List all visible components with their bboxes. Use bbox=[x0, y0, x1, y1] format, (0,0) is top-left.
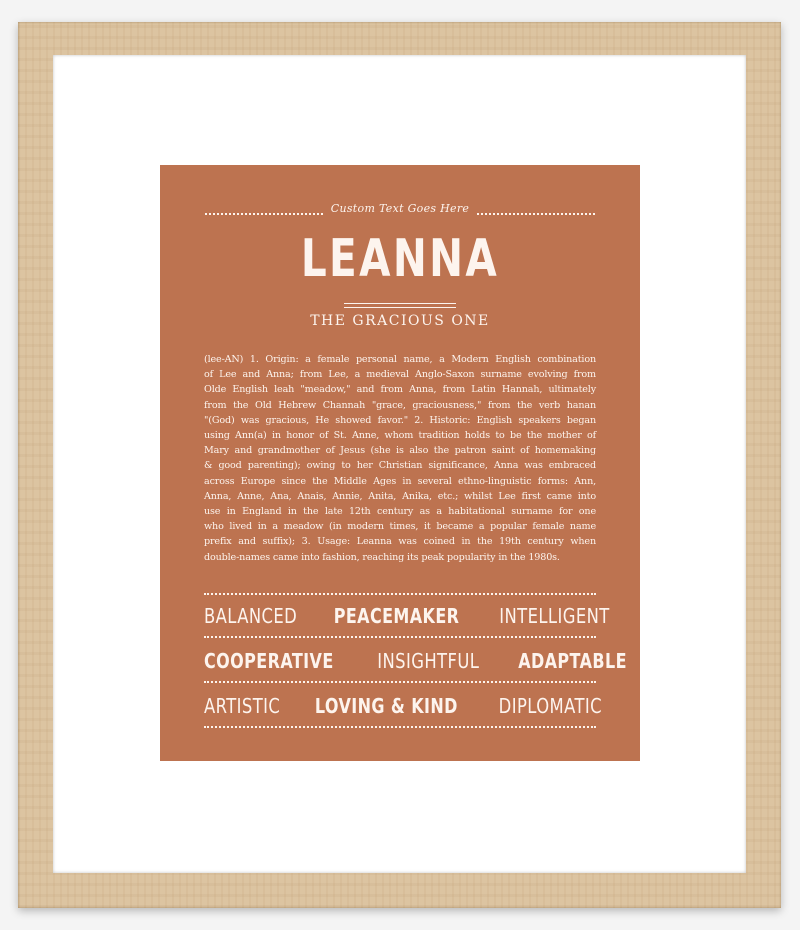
title-rule-bottom bbox=[344, 307, 456, 308]
trait-word: ARTISTIC bbox=[204, 693, 281, 718]
definition-line: double-names came into fashion, reaching its peak popularity in the 1980s. bbox=[204, 551, 560, 563]
definition-line: (lee-AN) 1. Origin: a female personal name, a Modern English combination bbox=[204, 354, 596, 365]
definition-line: of Lee and Anna; from Lee, a medieval Anglo-Saxon surname evolving from bbox=[204, 369, 596, 381]
definition-line: Olde English leah "meadow," and from Anna, from Latin Hannah, ultimately bbox=[204, 384, 596, 396]
name-title: LEANNA bbox=[300, 229, 500, 289]
trait-word: INTELLIGENT bbox=[498, 603, 610, 628]
definition-line: across Europe since the Middle Ages in several ethno-linguistic forms: Ann, bbox=[204, 475, 596, 487]
white-mat bbox=[53, 55, 746, 873]
trait-word: INSIGHTFUL bbox=[377, 648, 480, 673]
dotted-divider-right bbox=[477, 213, 595, 215]
definition-line: from the Old Hebrew Channah "grace, graciousness," from the verb hanan bbox=[204, 399, 596, 411]
definition-line: prefix and suffix); 3. Usage: Leanna was coined in the 19th century when bbox=[204, 536, 596, 548]
definition-line: Mary and grandmother of Jesus (she is also the patron saint of homemaking bbox=[204, 445, 596, 457]
definition-line: using Ann(a) in honor of St. Anne, whom tradition holds to be the mother of bbox=[204, 430, 596, 442]
trait-word: BALANCED bbox=[204, 603, 298, 628]
trait-word: PEACEMAKER bbox=[333, 603, 460, 628]
definition-line: & good parenting); owing to her Christian significance, Anna was embraced bbox=[204, 460, 596, 472]
custom-text-row bbox=[205, 202, 595, 222]
name-definition bbox=[204, 352, 596, 565]
traits-block bbox=[204, 593, 627, 728]
custom-text: Custom Text Goes Here bbox=[330, 202, 470, 215]
name-meaning: THE GRACIOUS ONE bbox=[310, 313, 490, 329]
trait-word: DIPLOMATIC bbox=[498, 693, 602, 718]
picture-frame bbox=[18, 22, 781, 908]
trait-word: COOPERATIVE bbox=[204, 648, 334, 673]
traits-row bbox=[204, 683, 602, 728]
definition-line: Anna, Anne, Ana, Anais, Annie, Anita, Anika, etc.; whilst Lee first came into bbox=[204, 490, 596, 502]
traits-row bbox=[204, 593, 610, 638]
name-print bbox=[160, 165, 640, 761]
definition-line: who lived in a meadow (in modern times, it became a popular female name bbox=[204, 521, 596, 533]
definition-line: use in England in the late 12th century as a habitational surname for one bbox=[204, 506, 596, 518]
traits-row bbox=[204, 638, 627, 683]
trait-word: LOVING & KIND bbox=[314, 693, 458, 718]
title-rule-top bbox=[344, 303, 456, 304]
trait-word: ADAPTABLE bbox=[517, 648, 627, 673]
definition-line: "(God) was gracious, He showed favor." 2. Historic: English speakers began bbox=[204, 414, 596, 426]
